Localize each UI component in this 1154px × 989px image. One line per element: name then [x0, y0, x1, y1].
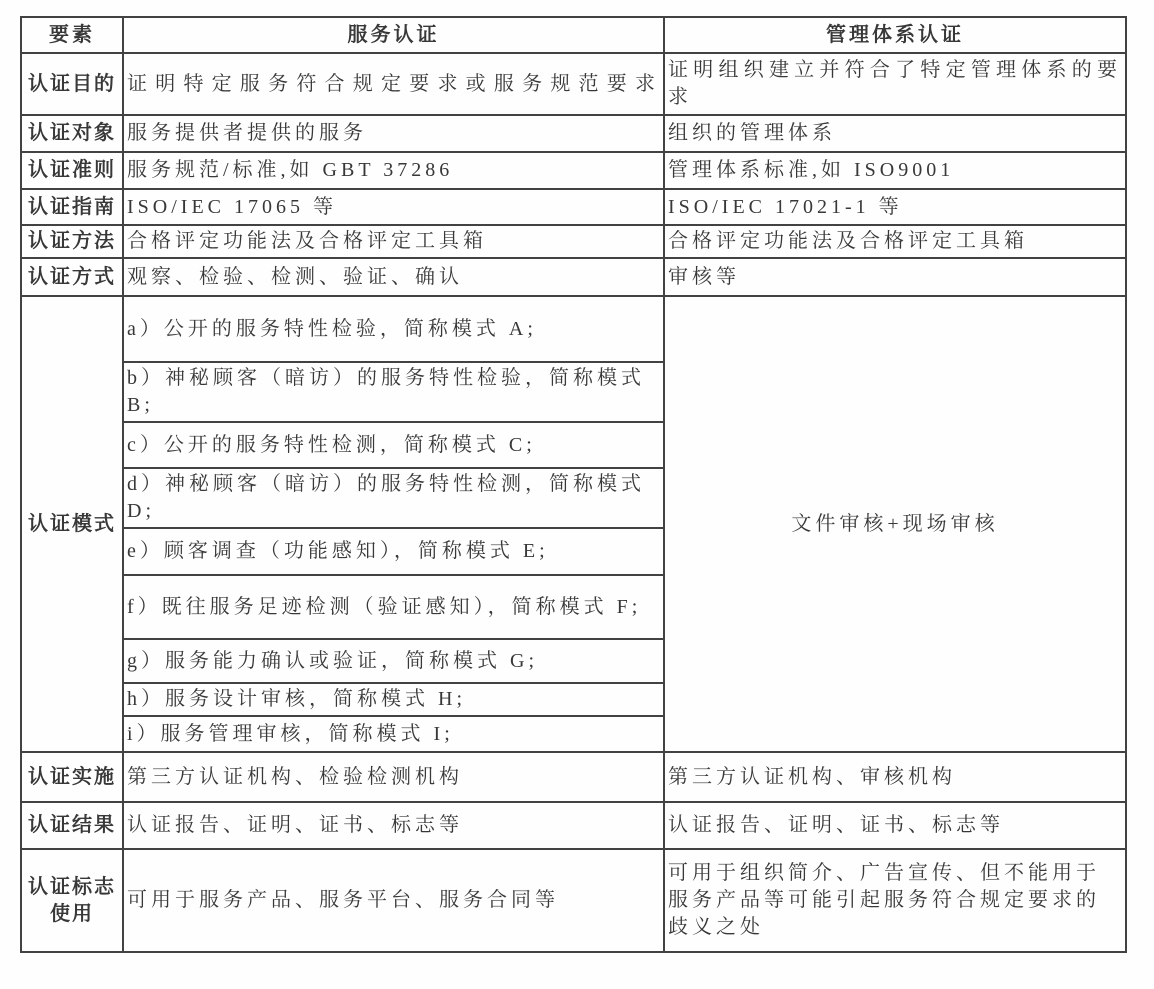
row-certification-result [21, 802, 1126, 849]
mode-item-cell: b）神秘顾客（暗访）的服务特性检验，简称模式 B; [123, 362, 664, 422]
service-cell: 认证报告、证明、证书、标志等 [123, 802, 664, 849]
row-certification-mode-a [21, 296, 1126, 362]
mode-item-cell: a）公开的服务特性检验，简称模式 A; [123, 296, 664, 362]
system-cell: 管理体系标准,如 ISO9001 [664, 152, 1126, 189]
row-certification-purpose [21, 53, 1126, 115]
row-label-certification-mode: 认证模式 [21, 296, 123, 752]
service-cell: 服务提供者提供的服务 [123, 115, 664, 152]
mode-item-cell: i）服务管理审核，简称模式 I; [123, 716, 664, 752]
table-header-row [21, 17, 1126, 53]
system-cell: 审核等 [664, 258, 1126, 296]
service-cell: 合格评定功能法及合格评定工具箱 [123, 225, 664, 258]
row-label: 认证结果 [21, 802, 123, 849]
service-cell: 观察、检验、检测、验证、确认 [123, 258, 664, 296]
service-cell: 第三方认证机构、检验检测机构 [123, 752, 664, 802]
row-certification-guide [21, 189, 1126, 225]
row-label: 认证方式 [21, 258, 123, 296]
header-service-certification: 服务认证 [123, 17, 664, 53]
row-certification-mark-usage [21, 849, 1126, 952]
row-label: 认证实施 [21, 752, 123, 802]
mode-item-cell: f）既往服务足迹检测（验证感知），简称模式 F; [123, 575, 664, 639]
mode-item-cell: h）服务设计审核，简称模式 H; [123, 683, 664, 716]
system-cell: 证明组织建立并符合了特定管理体系的要求 [664, 53, 1126, 115]
row-label: 认证标志使用 [21, 849, 123, 952]
system-cell: 可用于组织简介、广告宣传、但不能用于服务产品等可能引起服务符合规定要求的歧义之处 [664, 849, 1126, 952]
system-merged-cell: 文件审核+现场审核 [664, 296, 1126, 752]
system-cell: 第三方认证机构、审核机构 [664, 752, 1126, 802]
header-element: 要素 [21, 17, 123, 53]
service-cell: 证明特定服务符合规定要求或服务规范要求 [123, 53, 664, 115]
service-cell: ISO/IEC 17065 等 [123, 189, 664, 225]
row-label: 认证指南 [21, 189, 123, 225]
system-cell: ISO/IEC 17021-1 等 [664, 189, 1126, 225]
system-cell: 认证报告、证明、证书、标志等 [664, 802, 1126, 849]
mode-item-cell: e）顾客调查（功能感知），简称模式 E; [123, 528, 664, 575]
row-label: 认证目的 [21, 53, 123, 115]
certification-comparison-table [20, 16, 1127, 953]
service-cell: 服务规范/标准,如 GBT 37286 [123, 152, 664, 189]
row-certification-method [21, 225, 1126, 258]
system-cell: 组织的管理体系 [664, 115, 1126, 152]
row-label: 认证准则 [21, 152, 123, 189]
service-cell: 可用于服务产品、服务平台、服务合同等 [123, 849, 664, 952]
mode-item-cell: d）神秘顾客（暗访）的服务特性检测，简称模式 D; [123, 468, 664, 528]
system-cell: 合格评定功能法及合格评定工具箱 [664, 225, 1126, 258]
mode-item-cell: c）公开的服务特性检测，简称模式 C; [123, 422, 664, 468]
header-management-system-certification: 管理体系认证 [664, 17, 1126, 53]
row-certification-implementation [21, 752, 1126, 802]
row-certification-object [21, 115, 1126, 152]
row-label: 认证方法 [21, 225, 123, 258]
row-certification-criteria [21, 152, 1126, 189]
row-label: 认证对象 [21, 115, 123, 152]
row-certification-way [21, 258, 1126, 296]
mode-item-cell: g）服务能力确认或验证，简称模式 G; [123, 639, 664, 683]
